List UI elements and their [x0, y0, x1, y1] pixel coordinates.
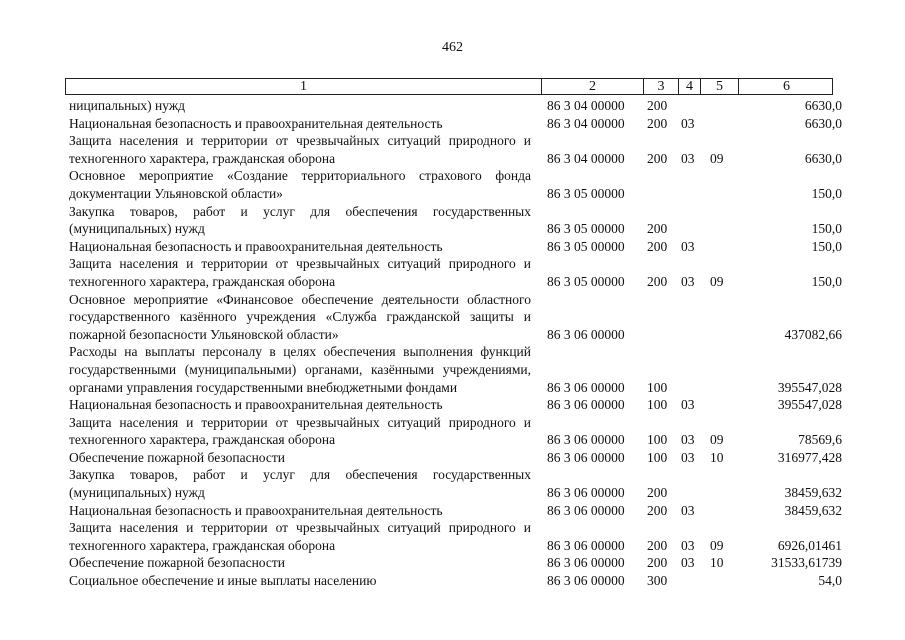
row-description: Защита населения и территории от чрезвычайных ситуаций природного и техногенного характера, гражданская оборона: [69, 133, 531, 166]
row-col-3: 200: [647, 555, 668, 571]
table-row: [0, 466, 905, 501]
table-row: [0, 97, 905, 115]
table-row: [0, 396, 905, 414]
table-row: [0, 203, 905, 238]
row-code: 86 3 05 00000: [547, 221, 625, 237]
row-code: 86 3 06 00000: [547, 485, 625, 501]
row-amount: 437082,66: [784, 326, 842, 342]
table-row: [0, 502, 905, 520]
row-code: 86 3 06 00000: [547, 397, 625, 413]
row-col-3: 200: [647, 150, 668, 166]
row-code: 86 3 06 00000: [547, 573, 625, 589]
row-description: Социальное обеспечение и иные выплаты населению: [69, 573, 377, 589]
table-row: [0, 255, 905, 290]
row-col-4: 03: [681, 432, 695, 448]
row-col-4: 03: [681, 397, 695, 413]
header-col-1: 1: [300, 79, 307, 94]
row-col-3: 100: [647, 397, 668, 413]
row-description: Защита населения и территории от чрезвычайных ситуаций природного и техногенного характера, гражданская оборона: [69, 520, 531, 553]
row-col-3: 200: [647, 485, 668, 501]
row-amount: 150,0: [811, 273, 842, 289]
row-amount: 150,0: [811, 221, 842, 237]
row-code: 86 3 04 00000: [547, 115, 625, 131]
row-code: 86 3 05 00000: [547, 238, 625, 254]
row-description: Национальная безопасность и правоохранительная деятельность: [69, 397, 443, 413]
row-amount: 54,0: [818, 573, 842, 589]
row-description: Закупка товаров, работ и услуг для обеспечения государственных (муниципальных) нужд: [69, 203, 531, 237]
row-col-3: 200: [647, 221, 668, 237]
row-description: Основное мероприятие «Создание территориального страхового фонда документации Ульяновской области»: [69, 168, 531, 201]
row-amount: 316977,428: [777, 449, 842, 465]
row-col-4: 03: [681, 555, 695, 571]
row-col-4: 03: [681, 150, 695, 166]
row-code: 86 3 06 00000: [547, 502, 625, 518]
row-amount: 6926,01461: [777, 537, 842, 553]
row-col-5: 09: [710, 273, 724, 289]
row-code: 86 3 06 00000: [547, 432, 625, 448]
row-description: Расходы на выплаты персоналу в целях обеспечения выполнения функций государственными (муниципальными) органами, казёнными учреждениями, органами управления государственными внебюджетными фондами: [69, 344, 531, 395]
row-col-3: 200: [647, 537, 668, 553]
table-row: [0, 572, 905, 590]
row-col-5: 09: [710, 537, 724, 553]
row-code: 86 3 06 00000: [547, 449, 625, 465]
row-code: 86 3 04 00000: [547, 98, 625, 113]
row-description: Обеспечение пожарной безопасности: [69, 449, 286, 465]
row-col-3: 200: [647, 502, 668, 518]
header-col-3: 3: [643, 79, 678, 94]
row-code: 86 3 06 00000: [547, 326, 625, 342]
page-number: 462: [442, 40, 463, 55]
row-amount: 38459,632: [784, 485, 842, 501]
table-row: [0, 238, 905, 256]
table-header: [65, 78, 833, 95]
row-description: Защита населения и территории от чрезвычайных ситуаций природного и техногенного характера, гражданская оборона: [69, 414, 531, 448]
row-amount: 150,0: [811, 238, 842, 254]
row-col-4: 03: [681, 273, 695, 289]
table-row: [0, 132, 905, 167]
header-col-4: 4: [678, 79, 700, 94]
row-col-5: 10: [710, 449, 724, 465]
row-col-3: 100: [647, 449, 668, 465]
row-col-4: 03: [681, 502, 695, 518]
row-amount: 38459,632: [784, 502, 842, 518]
table-body: [0, 97, 905, 590]
row-code: 86 3 06 00000: [547, 537, 625, 553]
row-col-3: 100: [647, 379, 668, 395]
table-row: [0, 519, 905, 554]
table-row: [0, 414, 905, 449]
row-amount: 6630,0: [804, 98, 842, 113]
table-row: [0, 115, 905, 133]
row-col-3: 200: [647, 238, 668, 254]
table-row: [0, 291, 905, 344]
row-amount: 395547,028: [777, 397, 842, 413]
row-description: Национальная безопасность и правоохранительная деятельность: [69, 238, 443, 254]
row-col-4: 03: [681, 238, 695, 254]
row-amount: 150,0: [811, 185, 842, 201]
row-col-4: 03: [681, 537, 695, 553]
row-description: Обеспечение пожарной безопасности: [69, 555, 286, 571]
table-row: [0, 449, 905, 467]
header-col-5: 5: [700, 79, 738, 94]
row-amount: 6630,0: [804, 150, 842, 166]
row-description: Защита населения и территории от чрезвычайных ситуаций природного и техногенного характера, гражданская оборона: [69, 256, 531, 289]
header-col-2: 2: [541, 79, 643, 94]
row-col-3: 100: [647, 432, 668, 448]
row-description: ниципальных) нужд: [69, 98, 186, 113]
row-col-3: 300: [647, 573, 668, 589]
table-row: [0, 554, 905, 572]
row-amount: 31533,61739: [771, 555, 842, 571]
row-col-4: 03: [681, 115, 695, 131]
table-row: [0, 167, 905, 202]
row-description: Национальная безопасность и правоохранительная деятельность: [69, 115, 443, 131]
row-code: 86 3 05 00000: [547, 185, 625, 201]
row-code: 86 3 06 00000: [547, 555, 625, 571]
row-description: Основное мероприятие «Финансовое обеспечение деятельности областного государственного казённого учреждения «Служба гражданской защиты и пожарной безопасности Ульяновской области»: [69, 291, 531, 342]
row-amount: 78569,6: [798, 432, 842, 448]
row-col-3: 200: [647, 273, 668, 289]
row-amount: 6630,0: [804, 115, 842, 131]
table-row: [0, 343, 905, 396]
row-description: Закупка товаров, работ и услуг для обеспечения государственных (муниципальных) нужд: [69, 467, 531, 501]
row-code: 86 3 05 00000: [547, 273, 625, 289]
row-col-3: 200: [647, 98, 668, 113]
row-description: Национальная безопасность и правоохранительная деятельность: [69, 502, 443, 518]
row-col-3: 200: [647, 115, 668, 131]
row-col-5: 09: [710, 150, 724, 166]
row-col-5: 10: [710, 555, 724, 571]
row-amount: 395547,028: [777, 379, 842, 395]
row-col-5: 09: [710, 432, 724, 448]
row-code: 86 3 04 00000: [547, 150, 625, 166]
row-code: 86 3 06 00000: [547, 379, 625, 395]
header-col-6: 6: [738, 79, 834, 94]
row-col-4: 03: [681, 449, 695, 465]
